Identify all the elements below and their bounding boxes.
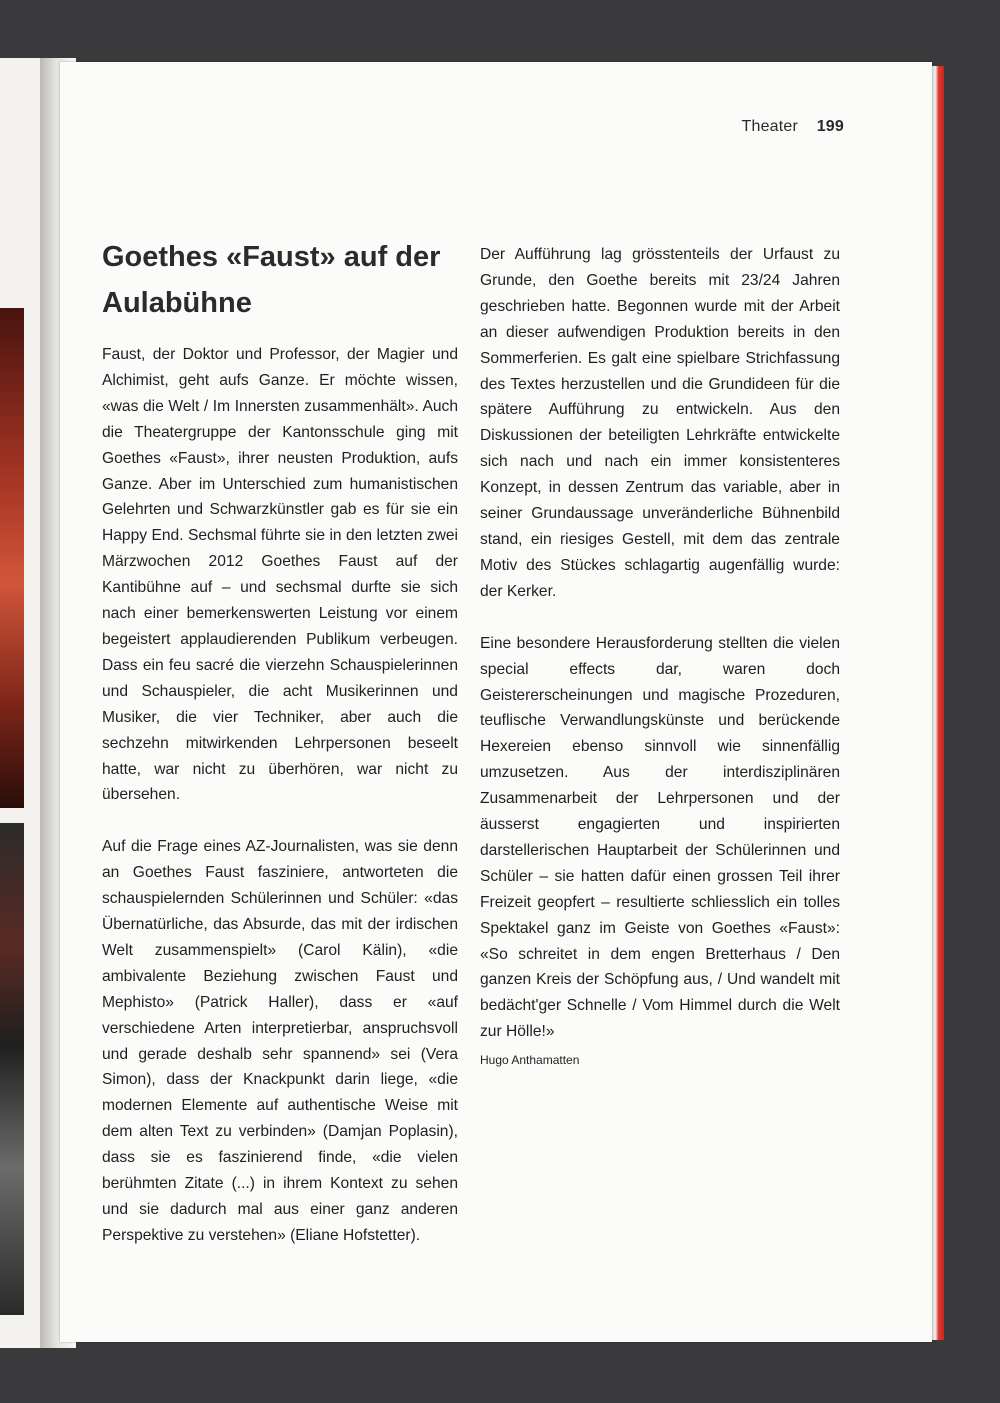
running-head: [742, 118, 845, 136]
paragraph: Auf die Frage eines AZ-Journalisten, was sie denn an Goethes Faust fasziniere, antworteten die schauspielernden Schülerinnen und Schüler: «das Übernatürliche, das Absurde, das mit der irdischen Welt zusammenspielt» (Carol Kälin), «die ambivalente Beziehung zwischen Faust und Mephisto» (Patrick Haller), dass er «auf verschiedene Arten interpretierbar, anspruchsvoll und gerade deshalb sehr spannend» sei (Vera Simon), dass der Knackpunkt darin liege, «die modernen Elemente auf authentische Weise mit dem alten Text zu verbinden» (Damjan Poplasin), dass sie es faszinierend finde, «die vielen berühmten Zitate (...) in ihrem Kontext zu sehen und sie dadurch mal aus einer ganz anderen Perspektive zu verstehen» (Eliane Hofstetter).: [102, 838, 458, 1244]
section-title: Theater: [741, 118, 799, 135]
article-title: Goethes «Faust» auf der Aulabühne: [102, 241, 441, 319]
left-column: [102, 342, 458, 1249]
paragraph: Der Aufführung lag grösstenteils der Urfaust zu Grunde, den Goethe bereits mit 23/24 Jahren geschrieben hatte. Begonnen wurde mit der Arbeit an dieser aufwendigen Produktion bereits in den Sommerferien. Es galt eine spielbare Strichfassung des Textes herzustellen und die Grundideen für die spätere Aufführung zu entwickeln. Aus den Diskussionen der beteiligten Lehrkräfte entwickelte sich nach und nach ein immer konsistenteres Konzept, in dessen Zentrum das variable, aber in seiner Grundaussage unveränderliche Bühnenbild stand, ein riesiges Gestell, mit dem das zentrale Motiv des Stückes schlagartig augenfällig wurde: der Kerker.: [480, 246, 840, 600]
page-number: 199: [816, 118, 844, 135]
author-credit: Hugo Anthamatten: [480, 1053, 580, 1068]
paragraph: Faust, der Doktor und Professor, der Magier und Alchimist, geht aufs Ganze. Er möchte wissen, «was die Welt / Im Innersten zusammenhält». Auch die Theatergruppe der Kantonsschule ging mit Goethes «Faust», ihrer neusten Produktion, aufs Ganze. Aber im Unterschied zum humanistischen Gelehrten und Schwarzkünstler gab es für sie ein Happy End. Sechsmal führte sie in den letzten zwei Märzwochen 2012 Goethes Faust auf der Kantibühne auf – und sechsmal durfte sie sich nach einer bemerkenswerten Leistung vor einem begeistert applaudierenden Publikum verbeugen. Dass ein feu sacré die vierzehn Schauspielerinnen und Schauspieler, die acht Musikerinnen und Musiker, die vier Techniker, aber auch die sechzehn mitwirkenden Lehrpersonen beseelt hatte, war nicht zu überhören, war nicht zu übersehen.: [102, 346, 458, 804]
book-page: [60, 62, 932, 1342]
paragraph: Eine besondere Herausforderung stellten die vielen special effects dar, waren doch Geistererscheinungen und magische Prozeduren, teuflische Verwandlungskünste und berückende Hexereien ebenso sinnvoll wie sinnenfällig umzusetzen. Aus der interdisziplinären Zusammenarbeit der Lehrpersonen und der äusserst engagierten und inspirierten darstellerischen Hauptarbeit der Schülerinnen und Schüler – sie hatten dafür einen grossen Teil ihrer Freizeit geopfert – resultierte schliesslich ein tolles Spektakel ganz im Geiste von Goethes «Faust»: «So schreitet in dem engen Bretterhaus / Den ganzen Kreis der Schöpfung aus, / Und wandelt mit bedächt'ger Schnelle / Vom Himmel durch die Welt zur Hölle!»: [480, 634, 840, 1041]
right-column: [480, 242, 840, 1069]
previous-page-photo-bottom: [0, 823, 24, 1315]
page-edge: [930, 66, 944, 1340]
previous-page-photo-top: [0, 308, 24, 808]
